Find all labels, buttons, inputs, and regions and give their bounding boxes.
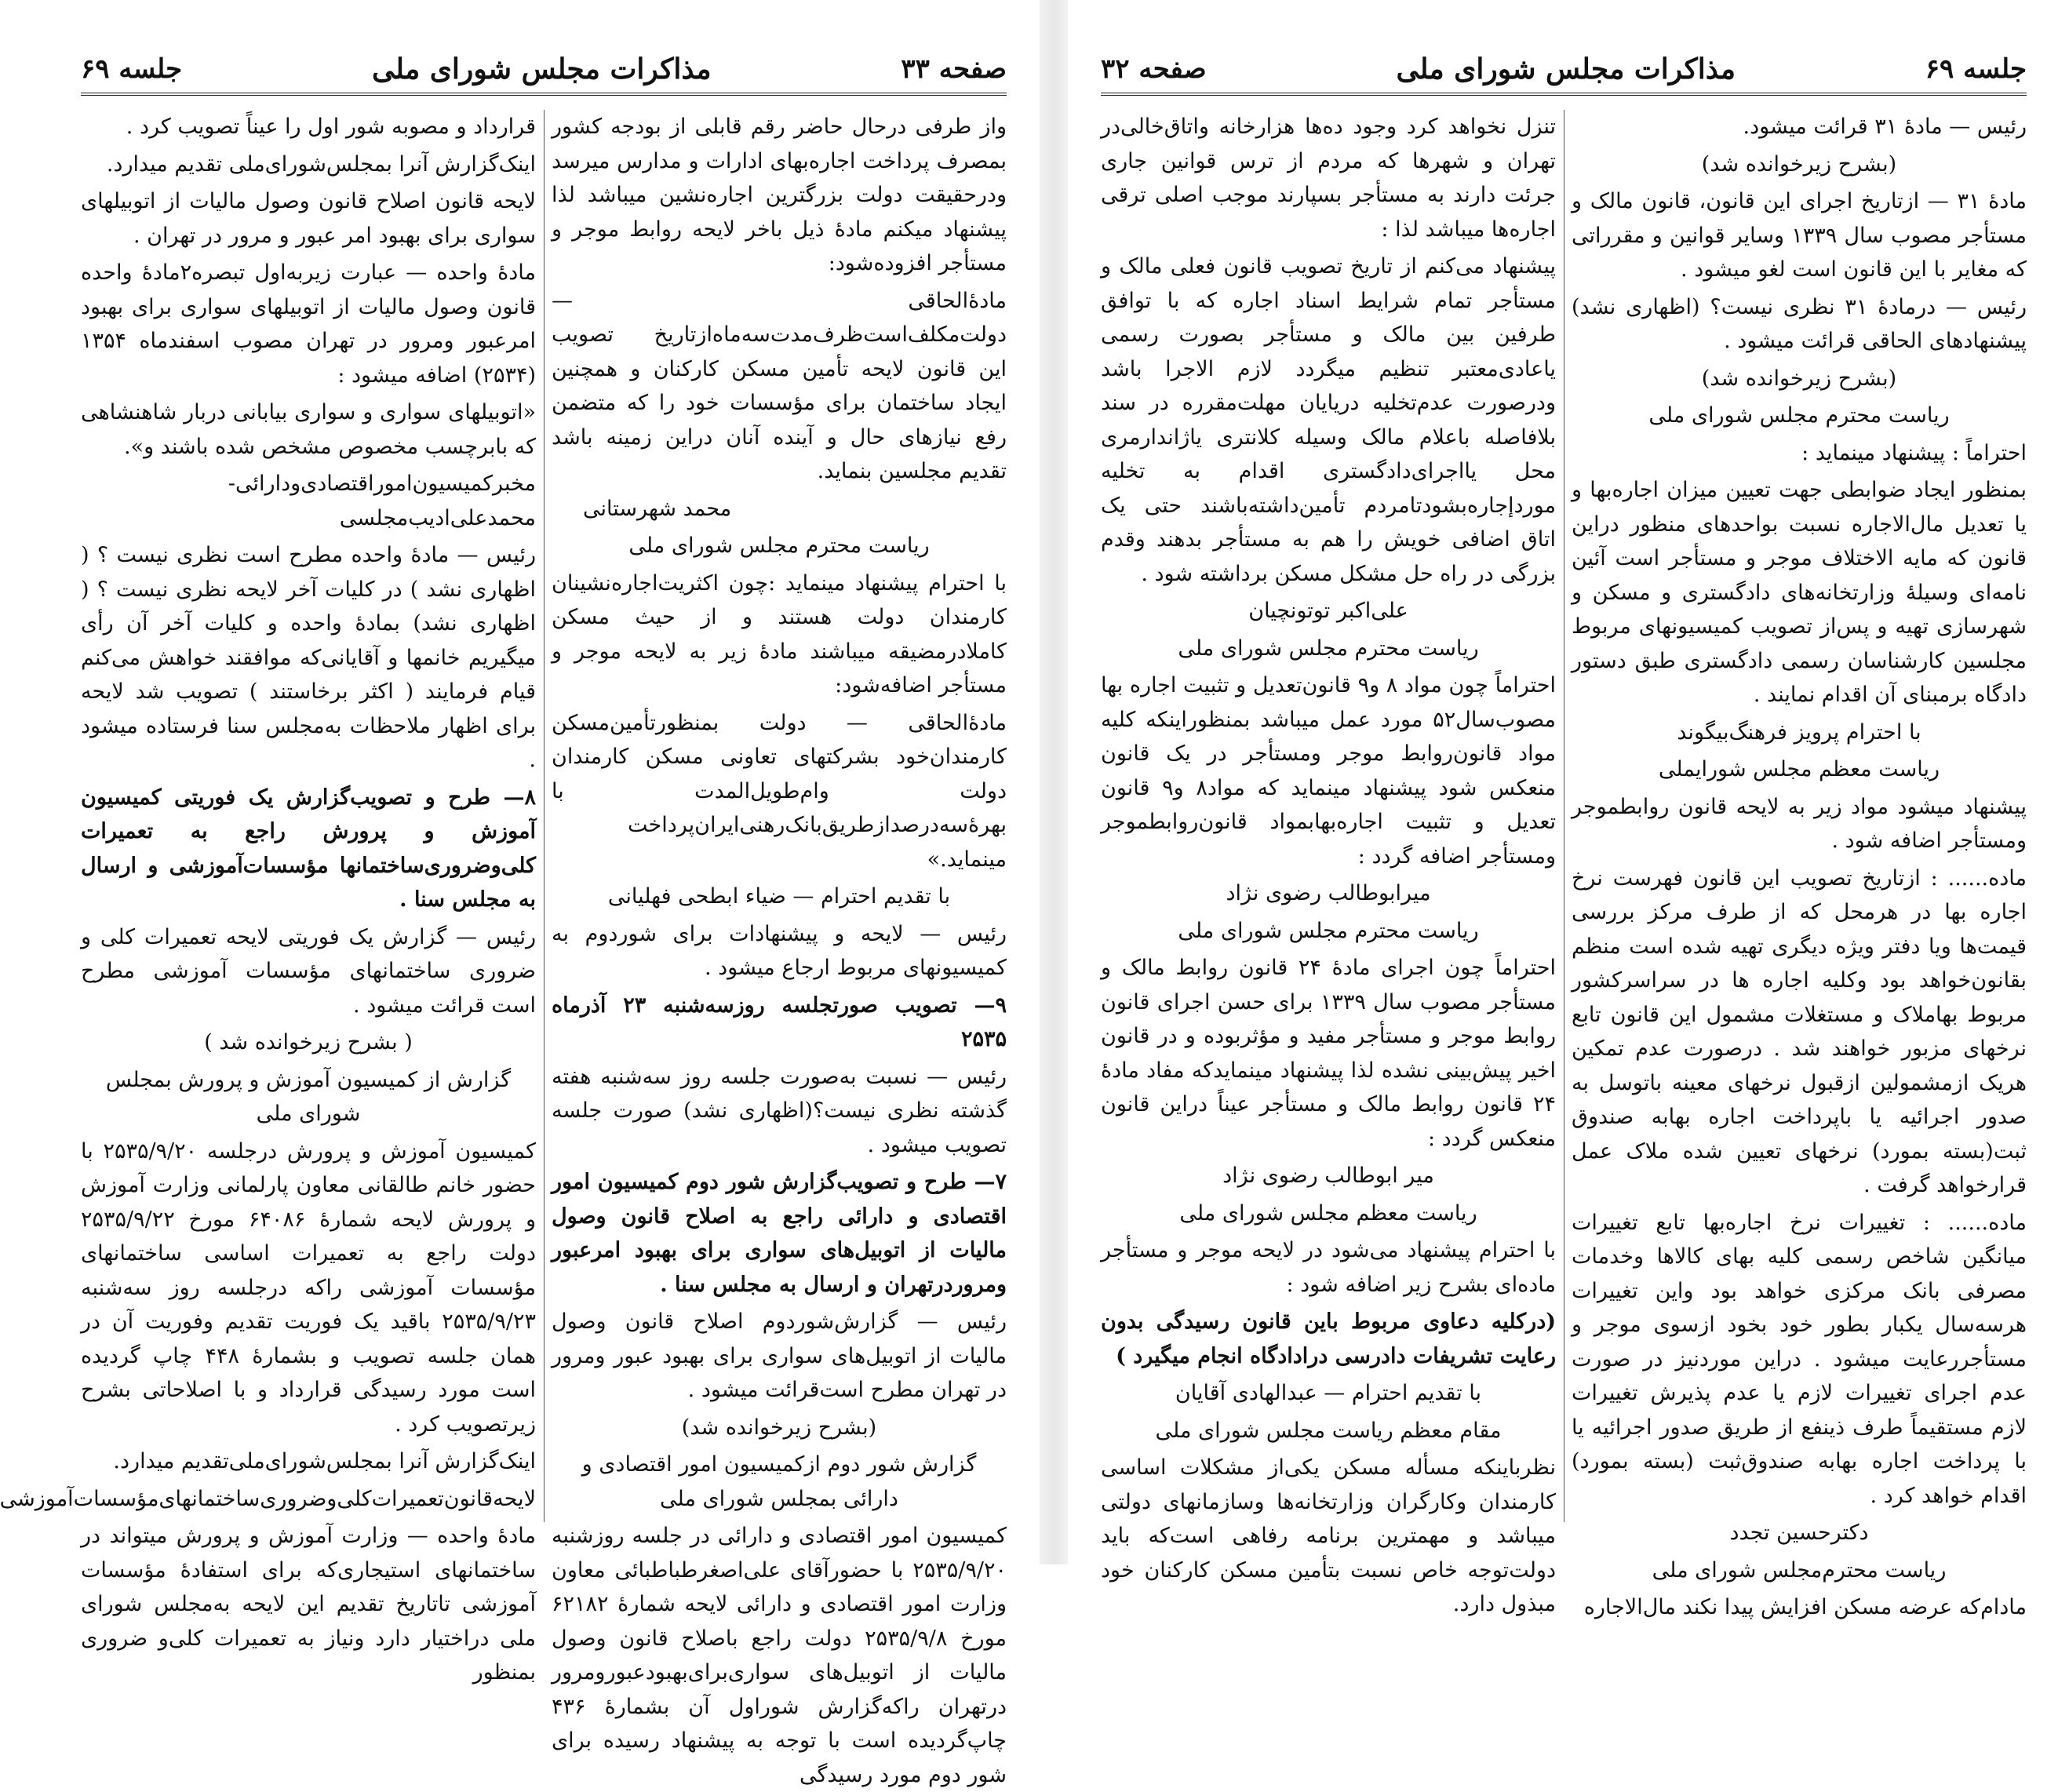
paragraph: رئیس — مادهٔ واحده مطرح است نظری نیست ؟ ( اظهاری نشد ) در کلیات آخر لایحه نظری نیست ؟ ( اظهاری نشد) بمادهٔ واحده و کلیات آخر آن رأی میگیریم خانمها و آقایانی‌که موافقند خواهش می‌کنم قیام فرمایند ( اکثر برخاستند ) تصویب شد لایحه برای اظهار ملاحظات به‌مجلس سنا فرستاده میشود .	[81, 543, 536, 772]
paragraph: مادام‌که عرضه مسکن افزایش پیدا نکند مال‌الاجاره	[1583, 1595, 2027, 1619]
paragraph: رئیس — نسبت به‌صورت جلسه روز سه‌شنبه هفته گذشته نظری نیست؟(اظهاری نشد) صورت جلسه تصویب میشود .	[552, 1064, 1007, 1157]
paragraph: مادهٔ‌الحاقی — دولت بمنظورتأمین‌مسکن کارمندان‌خود بشرکتهای تعاونی مسکن کارمندان دولت وام‌طویل‌المدت با بهرهٔ‌سه‌درصداز‌طریق‌بانک‌رهنی‌ایران‌پرداخت مینماید.»	[552, 710, 1007, 872]
addressee: ریاست معظم مجلس شورای ملی	[1179, 1200, 1477, 1226]
paragraph: ماده...... : تغییرات نرخ اجاره‌بها تابع تغییرات میانگین شاخص رسمی کلیه بهای کالاها وخدمات مصرفی بانک مرکزی خواهد بود واین تغییرات هرسه‌سال یکبار بطور خود بخود ازسوی موجر و مستأجررعایت میشود . دراین موردنیز در صورت عدم اجرای تغییرات لازم یا عدم پذیرش تغییرات لازم مستقیماً طرف ذینفع از طریق صدور اجرائیه یا با پرداخت اجاره بهابه صندوق‌ثبت (بسته بمورد) اقدام خواهد کرد .	[1572, 1210, 2027, 1508]
note: (بشرح زیرخوانده شد)	[1701, 151, 1897, 177]
left-page-title: مذاکرات مجلس شورای ملی	[372, 53, 712, 86]
signature: با تقدیم احترام — عبدالهادی آقایان	[1175, 1381, 1482, 1405]
paragraph: رئیس — گزارش‌شوردوم اصلاح قانون وصول مالیات از اتوبیل‌های سواری برای بهبود عبور ومرور در تهران مطرح است‌قرائت میشود .	[552, 1309, 1007, 1402]
section-heading: ۹— تصویب صورتجلسه روز‌سه‌شنبه ۲۳ آذرماه ۲۵۳۵	[552, 993, 1007, 1051]
paragraph: ماده‌...... : ازتاریخ تصویب این قانون فهرست نرخ اجاره بها در هرمحل که از طرف مرکز بررسی قیمت‌ها ویا دفتر ویژه دیگری تهیه شده است منظم بقانون‌خواهد بود وکلیه اجاره ها در سراسرکشور مربوط بهاملاک و مستغلات مشمول این قانون تابع نرخهای مزبور خواهند شد . درصورت عدم تمکین هریک ازمشمولین ازقبول نرخهای معینه باتوسل به صدور اجرائیه یا باپرداخت اجاره بهابه صندوق ثبت(بسته بمورد) نرخهای تعیین شده ملاک عمل قرارخواهد گرفت .	[1572, 865, 2027, 1197]
paragraph: نظرباینکه مسأله مسکن یکی‌از مشکلات اساسی کارمندان وکارگران وزارتخانه‌ها وسازمانهای دولتی میباشد و مهمترین برنامه رفاهی است‌که باید دولت‌توجه خاص نسبت بتأمین مسکن کارکنان خود مبذول دارد.	[1101, 1455, 1556, 1616]
signature: محمد شهرستانی	[583, 496, 732, 521]
paragraph: بمنظور ایجاد ضوابطی جهت تعیین میزان اجاره‌بها و یا تعدیل مال‌الاجاره نسبت بواحدهای منظور دراین قانون که مایه الاختلاف موجر و مستأجر است آئین نامه‌ای وسیلهٔ وزارتخانه‌های دادگستری و مسکن و شهرسازی تهیه و پس‌از تصویب کمیسیونهای مربوط مجلسین کارشناسان رسمی دادگستری طبق دستور دادگاه برمبنای آن اقدام نمایند .	[1572, 478, 2027, 707]
section-heading: ۸— طرح و تصویب‌گزارش یک فوریتی کمیسیون آموزش و پرورش راجع به تعمیرات کلی‌وضروری‌ساختمانها مؤسسات‌آموزشی و ارسال به مجلس سنا .	[81, 785, 536, 912]
note: (بشرح زیرخوانده شد)	[681, 1415, 877, 1440]
paragraph: «اتوبیلهای سواری و سواری بیابانی دربار شاهنشاهی که بابرچسب مخصوص مشخص شده باشند و».	[81, 400, 536, 459]
paragraph: مادهٔ واحده — عبارت زیربه‌اول تبصره۲مادهٔ واحده قانون وصول مالیات از اتوبیلهای سواری برای بهبود امرعبور ومرور در تهران مصوب اسفندماه ۱۳۵۴ (۲۵۳۴) اضافه میشود :	[81, 260, 536, 388]
right-page-left-column	[1101, 110, 1557, 1616]
paragraph: مخبرکمیسیون‌امور‌اقتصادی‌ودارائی-محمدعلی‌ادیب‌مجلسی	[228, 472, 536, 530]
paragraph: کمیسیون آموزش و پرورش درجلسه ۲۵۳۵/۹/۲۰ با حضور خانم طالقانی معاون پارلمانی وزارت آموزش و پرورش لایحه شمارهٔ ۶۴۰۸۶ مورخ ۲۵۳۵/۹/۲۲ دولت راجع به تعمیرات اساسی ساختمانهای مؤسسات آموزشی راکه درجلسه روز سه‌شنبه ۲۵۳۵/۹/۲۳ باقید یک فوریت تقدیم وفوریت آن در همان جلسه تصویب و بشمارهٔ ۴۴۸ چاپ گردیده است مورد رسیدگی قرارداد و با اصلاحاتی بشرح زیرتصویب کرد .	[81, 1138, 537, 1437]
signature: میرابوطالب رضوی نژاد	[1226, 881, 1431, 905]
paragraph: پیشنهاد می‌کنم از تاریخ تصویب قانون فعلی مالک و مستأجر تمام شرایط اسناد اجاره که با توافق طرفین بین مالک و مستأجر بصورت رسمی یاعادی‌معتبر تنظیم میگردد لازم الاجرا باشد ودرصورت عدم‌تخلیه دریایان مهلت‌مقرره در سند بلافاصله باعلام مالک وسیله کلانتری یاژاندارمری محل یااجرای‌دادگستری اقدام به تخلیه موردإجاره‌بشودتامردم تأمین‌داشته‌باشند حتی یک اتاق اضافی خویش را هم به مستأجر بدهند وقدم بزرگی در راه حل مشکل مسکن برداشته شود .	[1101, 254, 1556, 586]
paragraph: لایحه قانون اصلاح قانون وصول مالیات از اتوبیلهای سواری برای بهبود امر عبور و مرور در تهران .	[81, 189, 536, 248]
paragraph: واز طرفی درحال حاضر رقم قابلی از بودجه کشور بمصرف پرداخت اجاره‌بهای ادارات و مدارس میرسد ودرحقیقت دولت بزرگترین اجاره‌نشین میباشد لذا پیشنهاد میکنم مادهٔ ذیل باخر لایحه روابط موجر و مستأجر افزوده‌شود:	[552, 115, 1007, 275]
signature: با احترام پرویز فرهنگ‌بیگوند	[1677, 719, 1921, 745]
note: (بشرح زیرخوانده شد)	[1701, 366, 1897, 391]
book-gutter	[1040, 0, 1068, 1564]
paragraph: رئیس — گزارش یک فوریتی لایحه تعمیرات کلی و ضروری ساختمانهای مؤسسات آموزشی مطرح است قرائت میشود .	[81, 924, 536, 1018]
note: ( بشرح زیرخوانده شد )	[204, 1030, 413, 1054]
signature: میر ابوطالب رضوی نژاد	[1222, 1164, 1434, 1188]
signature: دکترحسین تجدد	[1729, 1521, 1869, 1545]
report-title: گزارش شور دوم ازکمیسیون امور اقتصادی و دارائی بمجلس شورای ملی	[581, 1452, 977, 1511]
paragraph: قرارداد و مصوبه شور اول را عیناً تصویب کرد .	[126, 115, 536, 139]
left-page-left-column	[0, 110, 537, 1685]
paragraph: با احترام پیشنهاد مینماید :چون اکثریت‌اجاره‌نشینان کارمندان دولت هستند و از حیث مسکن کاملادرمضیقه میباشند مادهٔ زیر به لایحه موجر و مستأجر اضافه‌شود:	[552, 570, 1007, 697]
addressee: ریاست محترم مجلس شورای ملی	[1648, 403, 1950, 428]
paragraph: مادهٔ‌الحاقی — دولت‌مکلف‌است‌ظرف‌مدت‌سه‌ماه‌ازتاریخ تصویب این قانون لایحه تأمین مسکن کارکنان و همچنین ایجاد ساختمان برای مؤسسات خود را که متضمن رفع نیازهای حال و آینده آنان دراین زمینه باشد تقدیم مجلسین بنماید.	[552, 288, 1007, 483]
right-page-title: مذاکرات مجلس شورای ملی	[1396, 53, 1736, 86]
paragraph: لایحه‌قانون‌تعمیرات‌کلی‌وضروری‌ساختمانهای‌مؤسسات‌آموزشی	[0, 1486, 536, 1511]
paragraph: کمیسیون امور اقتصادی و دارائی در جلسه روزشنبه ۲۵۳۵/۹/۲۰ با حضورآقای علی‌اصغرطباطبائی معاون وزارت امور اقتصادی و دارائی لایحه شمارهٔ ۶۲۱۸۲ مورخ ۲۵۳۵/۹/۸ دولت راجع باصلاح قانون وصول مالیات از اتوبیل‌های سواری‌برای‌بهبود‌عبورومرور درتهران راکه‌گزارش شوراول آن بشمارهٔ ۴۳۶ چاپ‌گردیده است با توجه به پیشنهاد رسیده برای شور دوم مورد رسیدگی	[552, 1524, 1007, 1787]
section-heading: ۷— طرح و تصویب‌گزارش شور دوم کمیسیون امور اقتصادی و دارائی راجع به اصلاح قانون وصول مالیات از اتوبیل‌های سواری برای بهبود امرعبور ومرورد‌رتهران و ارسال به مجلس سنا .	[552, 1170, 1007, 1297]
paragraph: احتراماً چون اجرای مادهٔ ۲۴ قانون روابط مالک و مستأجر مصوب سال ۱۳۳۹ برای حسن اجرای قانون روابط موجر و مستأجر مفید و مؤثربوده و در قانون اخیر پیش‌بینی نشده لذا پیشنهاد مینمایدکه مفاد مادهٔ ۲۴ قانون روابط مالک و مستأجر عیناً دراین قانون منعکس گردد :	[1101, 956, 1557, 1151]
addressee: ریاست محترم‌مجلس شورای ملی	[1652, 1557, 1947, 1583]
paragraph: رئیس — مادهٔ ۳۱ قرائت میشود.	[1743, 115, 2027, 139]
left-page-right-column	[552, 110, 1007, 1787]
addressee: مقام معظم ریاست مجلس شورای ملی	[1155, 1418, 1502, 1443]
paragraph: رئیس — لایحه و پیشنهادات برای شوردوم به کمیسیونهای مربوط ارجاع میشود .	[552, 921, 1007, 980]
paragraph: پیشنهاد میشود مواد زیر به لایحه قانون روابطموجر ومستأجر اضافه شود .	[1572, 794, 2027, 853]
paragraph: با احترام پیشنهاد می‌شود در لایحه موجر و مستأجر ماده‌ای بشرح زیر اضافه شود :	[1101, 1238, 1556, 1297]
column-divider	[544, 110, 545, 1522]
signature: با تقدیم احترام — ضیاء ابطحی فهلیانی	[607, 884, 951, 909]
paragraph: اینک‌گزارش آنرا بمجلس‌شورای‌ملی‌تقدیم میدارد.	[113, 1449, 536, 1473]
left-page-number: صفحه ۳۳	[901, 53, 1007, 85]
paragraph: احتراماً : پیشنهاد مینماید :	[1801, 440, 2027, 465]
paragraph: اینک‌گزارش آنرا بمجلس‌شورای‌ملی تقدیم میدارد.	[106, 151, 536, 177]
addressee: ریاست معظم مجلس شورایملی	[1658, 757, 1940, 781]
addressee: ریاست محترم مجلس شورای ملی	[1178, 918, 1479, 943]
paragraph: رئیس — درمادهٔ ۳۱ نظری نیست؟ (اظهاری نشد) پیشنهادهای الحاقی قرائت میشود .	[1572, 294, 2027, 353]
addressee: ریاست محترم مجلس شورای ملی	[628, 534, 930, 558]
right-page	[1069, 0, 2058, 1619]
left-page-header	[81, 46, 1007, 96]
right-page-header	[1101, 46, 2027, 96]
signature: علی‌اکبر توتونچیان	[1248, 599, 1408, 623]
left-page-session: جلسه ۶۹	[81, 53, 183, 85]
paragraph: مادهٔ ۳۱ — ازتاریخ اجرای این قانون، قانون مالک و مستأجر مصوب سال ۱۳۳۹ وسایر قوانین و مقرراتی که مغایر با این قانون است لغو میشود .	[1572, 189, 2027, 282]
paragraph: مادهٔ واحده — وزارت آموزش و پرورش میتواند در ساختمانهای استیجاری‌که برای استفادهٔ مؤسسات آموزشی تاتاریخ تقدیم این لایحه به‌مجلس شورای ملی دراختیار دارد ونیاز به تعمیرات کلی‌و ضروری بمنظور	[81, 1524, 536, 1685]
right-page-session: جلسه ۶۹	[1925, 53, 2027, 85]
right-page-number: صفحه ۳۲	[1101, 53, 1207, 85]
right-page-right-column	[1572, 110, 2027, 1619]
paragraph: تنزل نخواهد کرد وجود ده‌ها هزارخانه واتاق‌خالی‌در تهران و شهرها که مردم از ترس قوانین جاری جرئت دارند به مستأجر بسپارند موجب اصلی ترقی اجاره‌ها میباشد لذا :	[1101, 115, 1556, 242]
paragraph: (درکلیه دعاوی مربوط باین قانون رسیدگی بدون رعایت تشریفات دادرسی درادادگاه انجام میگیرد )	[1101, 1309, 1556, 1368]
report-title: گزارش از کمیسیون آموزش و پرورش بمجلس شورای ملی	[105, 1067, 512, 1126]
addressee: ریاست محترم مجلس شورای ملی	[1178, 636, 1479, 661]
paragraph: احتراماً چون مواد ۸ و۹ قانون‌تعدیل و تثبیت اجاره بها مصوب‌سال۵۲ مورد عمل میباشد بمنظوراینکه کلیه مواد قانون‌روابط موجر ومستأجر در یک قانون منعکس شود پیشنهاد مینماید که مواد۸ و۹ قانون تعدیل و تثبیت اجاره‌بهابمواد قانون‌روابطموجر ومستأجر اضافه گردد :	[1101, 673, 1556, 869]
